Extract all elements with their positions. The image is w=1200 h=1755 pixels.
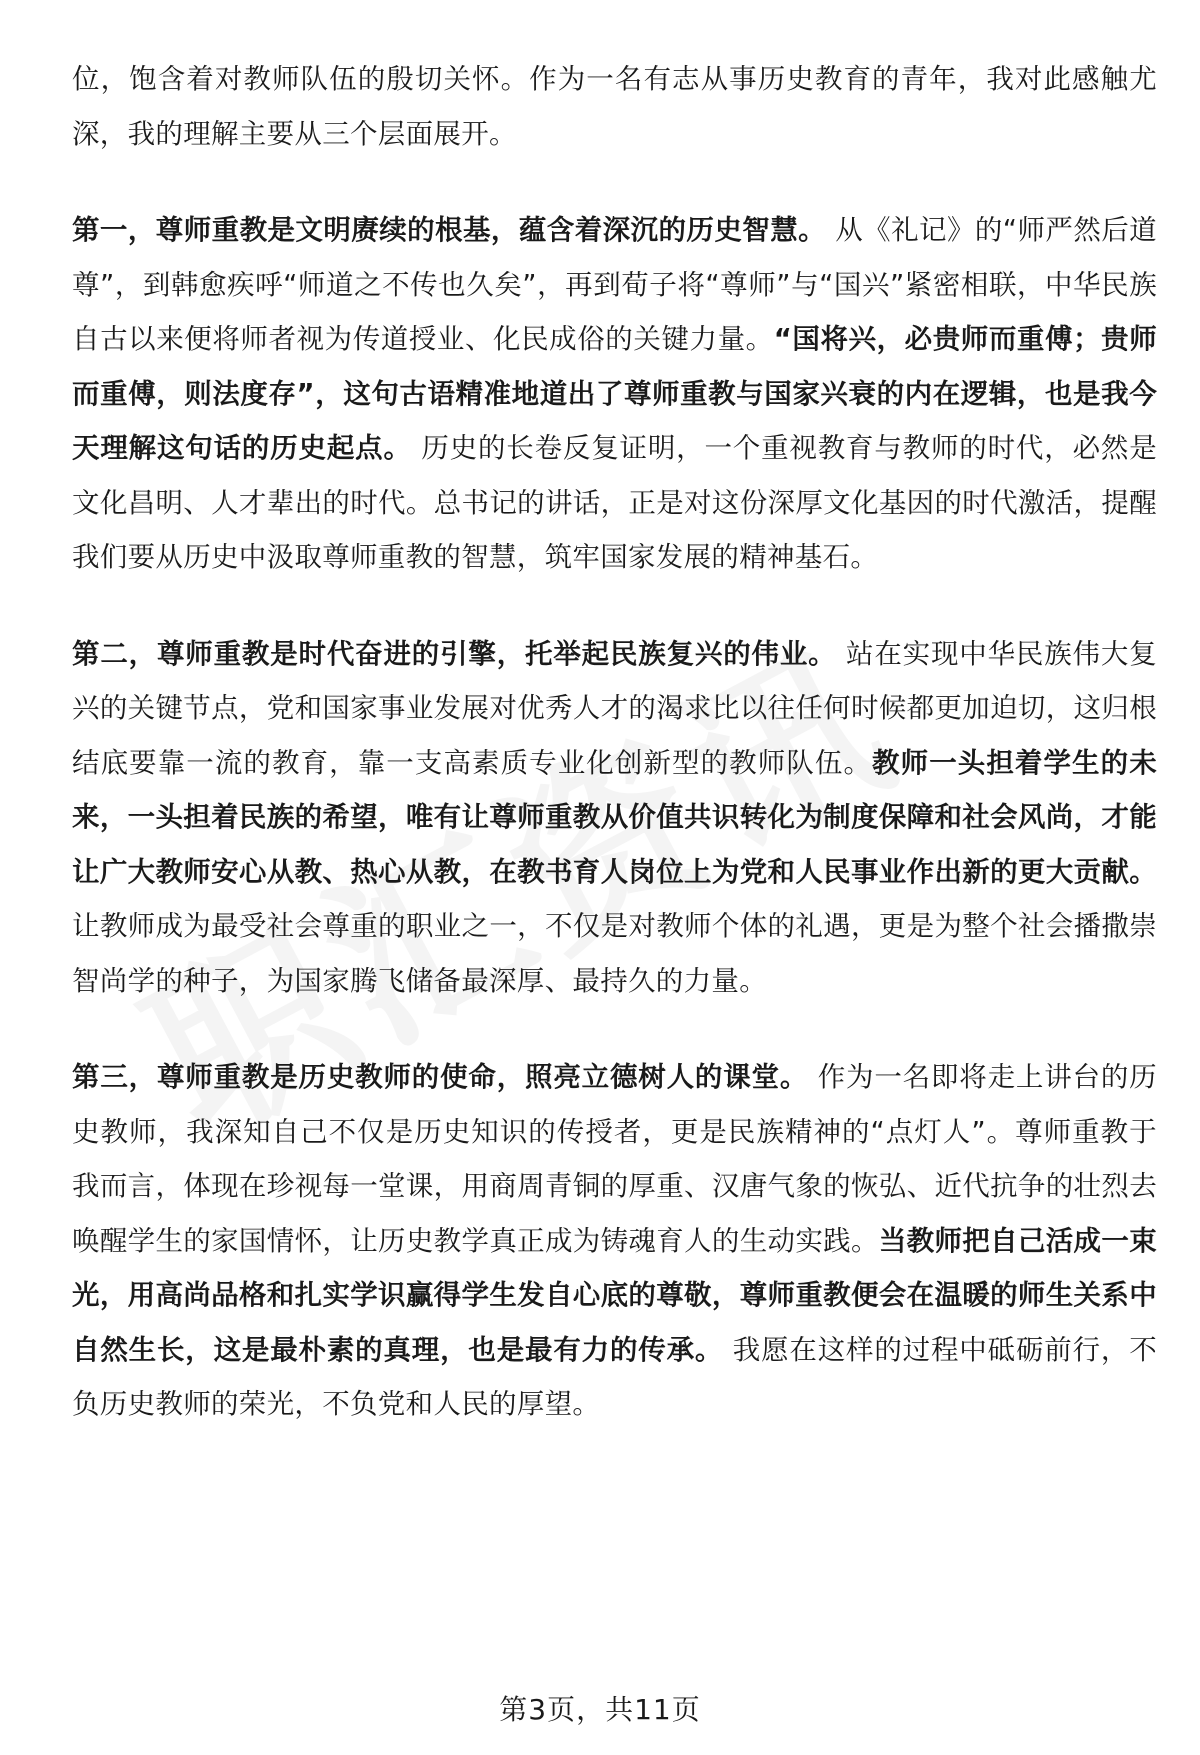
section-1-paragraph xyxy=(72,203,1157,585)
section-3-emphasis: 当教师把自己活成一束光，用高尚品格和扎实学识赢得学生发自心底的尊敬，尊师重教便会在温暖的师生关系中自然生长，这是最朴素的真理，也是最有力的传承。 xyxy=(72,1224,1158,1366)
intro-paragraph: 位，饱含着对教师队伍的殷切关怀。作为一名有志从事历史教育的青年，我对此感触尤深，我的理解主要从三个层面展开。 xyxy=(72,63,1157,150)
section-3-text: 作为一名即将走上讲台的历史教师，我深知自己不仅是历史知识的传授者，更是民族精神的“点灯人”。尊师重教于我而言，体现在珍视每一堂课，用商周青铜的厚重、汉唐气象的恢弘、近代抗争的壮烈去唤醒学生的家国情怀，让历史教学真正成为铸魂育人的生动实践。 xyxy=(72,1061,1157,1257)
document-body xyxy=(72,52,1157,1474)
section-1-closing: 历史的长卷反复证明，一个重视教育与教师的时代，必然是文化昌明、人才辈出的时代。总书记的讲话，正是对这份深厚文化基因的时代激活，提醒我们要从历史中汲取尊师重教的智慧，筑牢国家发展的精神基石。 xyxy=(72,432,1157,573)
page-number: 第3页，共11页 xyxy=(499,1693,701,1726)
section-2-text: 站在实现中华民族伟大复兴的关键节点，党和国家事业发展对优秀人才的渴求比以往任何时候都更加迫切，这归根结底要靠一流的教育，靠一支高素质专业化创新型的教师队伍。 xyxy=(72,637,1157,779)
section-3-heading: 第三，尊师重教是历史教师的使命，照亮立德树人的课堂。 xyxy=(72,1061,809,1093)
section-2-emphasis: 教师一头担着学生的未来，一头担着民族的希望，唯有让尊师重教从价值共识转化为制度保障和社会风尚，才能让广大教师安心从教、热心从教，在教书育人岗位上为党和人民事业作出新的更大贡献。 xyxy=(72,746,1158,888)
section-2-paragraph xyxy=(72,627,1157,1009)
section-3-paragraph xyxy=(72,1050,1157,1432)
section-2-heading: 第二，尊师重教是时代奋进的引擎，托举起民族复兴的伟业。 xyxy=(72,637,837,670)
section-1-heading: 第一，尊师重教是文明赓续的根基，蕴含着深沉的历史智慧。 xyxy=(72,214,827,246)
section-2-closing: 让教师成为最受社会尊重的职业之一，不仅是对教师个体的礼遇，更是为整个社会播撒崇智尚学的种子，为国家腾飞储备最深厚、最持久的力量。 xyxy=(72,910,1157,997)
section-3-closing: 我愿在这样的过程中砥砺前行，不负历史教师的荣光，不负党和人民的厚望。 xyxy=(72,1333,1157,1420)
section-1-emphasis: “国将兴，必贵师而重傅；贵师而重傅，则法度存”，这句古语精准地道出了尊师重教与国家兴衰的内在逻辑，也是我今天理解这句话的历史起点。 xyxy=(72,323,1158,464)
section-1-text: 从《礼记》的“师严然后道尊”，到韩愈疾呼“师道之不传也久矣”，再到荀子将“尊师”与“国兴”紧密相联，中华民族自古以来便将师者视为传道授业、化民成俗的关键力量。 xyxy=(72,214,1157,355)
